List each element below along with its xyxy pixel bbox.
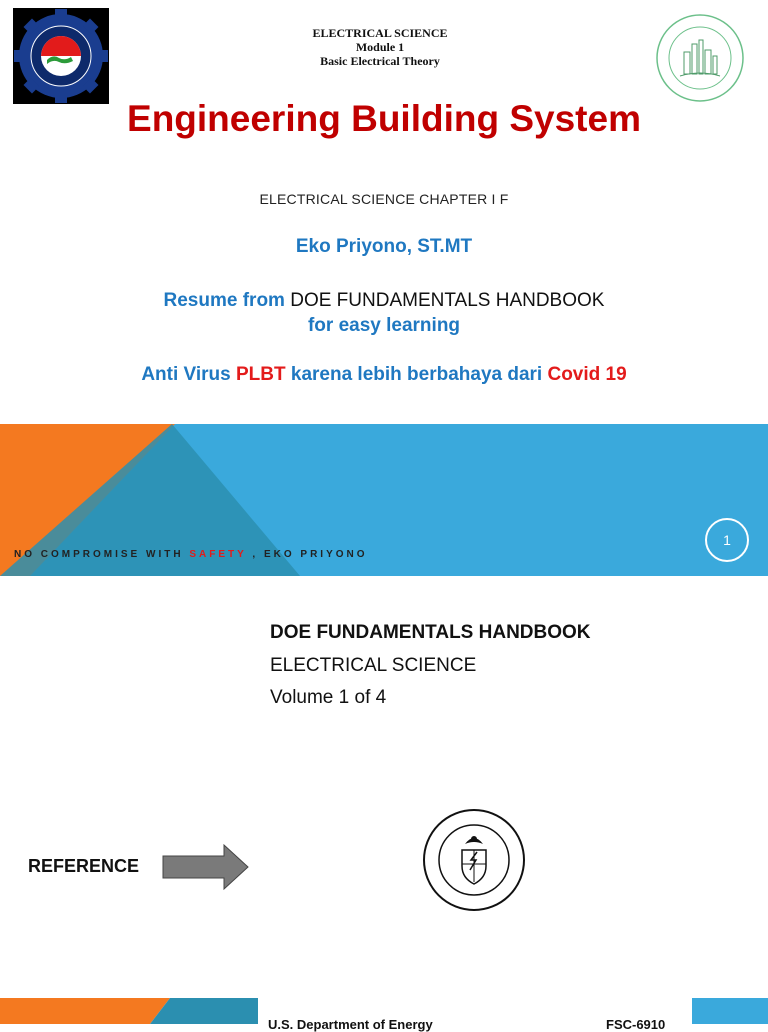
page-number: 1 <box>705 518 749 562</box>
footer-suffix: , EKO PRIYONO <box>246 549 368 560</box>
footer-safety: SAFETY <box>189 549 247 560</box>
chapter-subtitle: ELECTRICAL SCIENCE CHAPTER I F <box>259 191 509 207</box>
handbook-volume: Volume 1 of 4 <box>270 687 387 708</box>
footer-prefix: NO COMPROMISE WITH <box>14 549 190 560</box>
bottom-right-text: FSC-6910 <box>606 1017 666 1032</box>
bottom-left-text: U.S. Department of Energy <box>268 1017 433 1032</box>
footer-slogan <box>14 549 368 560</box>
header-line-3: Basic Electrical Theory <box>320 54 440 68</box>
header-line-2: Module 1 <box>355 40 405 54</box>
header-line-1: ELECTRICAL SCIENCE <box>312 26 448 40</box>
page-title: Engineering Building System <box>127 98 641 139</box>
antivirus-part-4: Covid 19 <box>547 364 627 385</box>
antivirus-part-3: karena lebih berbahaya dari <box>285 364 548 385</box>
resume-prefix: Resume from <box>163 290 291 311</box>
author-name: Eko Priyono, ST.MT <box>295 236 473 257</box>
module-header <box>302 26 458 68</box>
reference-label: REFERENCE <box>28 856 140 876</box>
chief-engineer-logo <box>13 8 109 104</box>
antivirus-statement <box>0 364 768 386</box>
antivirus-part-1: Anti Virus <box>141 364 236 385</box>
antivirus-part-2: PLBT <box>235 364 286 385</box>
resume-source: DOE FUNDAMENTALS HANDBOOK <box>290 290 605 311</box>
jakarta-maintenance-club-logo <box>654 12 746 104</box>
doe-seal <box>415 808 533 912</box>
handbook-subtitle: ELECTRICAL SCIENCE <box>270 655 477 676</box>
resume-line-2: for easy learning <box>307 315 461 336</box>
handbook-title: DOE FUNDAMENTALS HANDBOOK <box>270 622 591 643</box>
arrow-right-icon <box>162 844 250 890</box>
resume-statement <box>0 288 768 338</box>
